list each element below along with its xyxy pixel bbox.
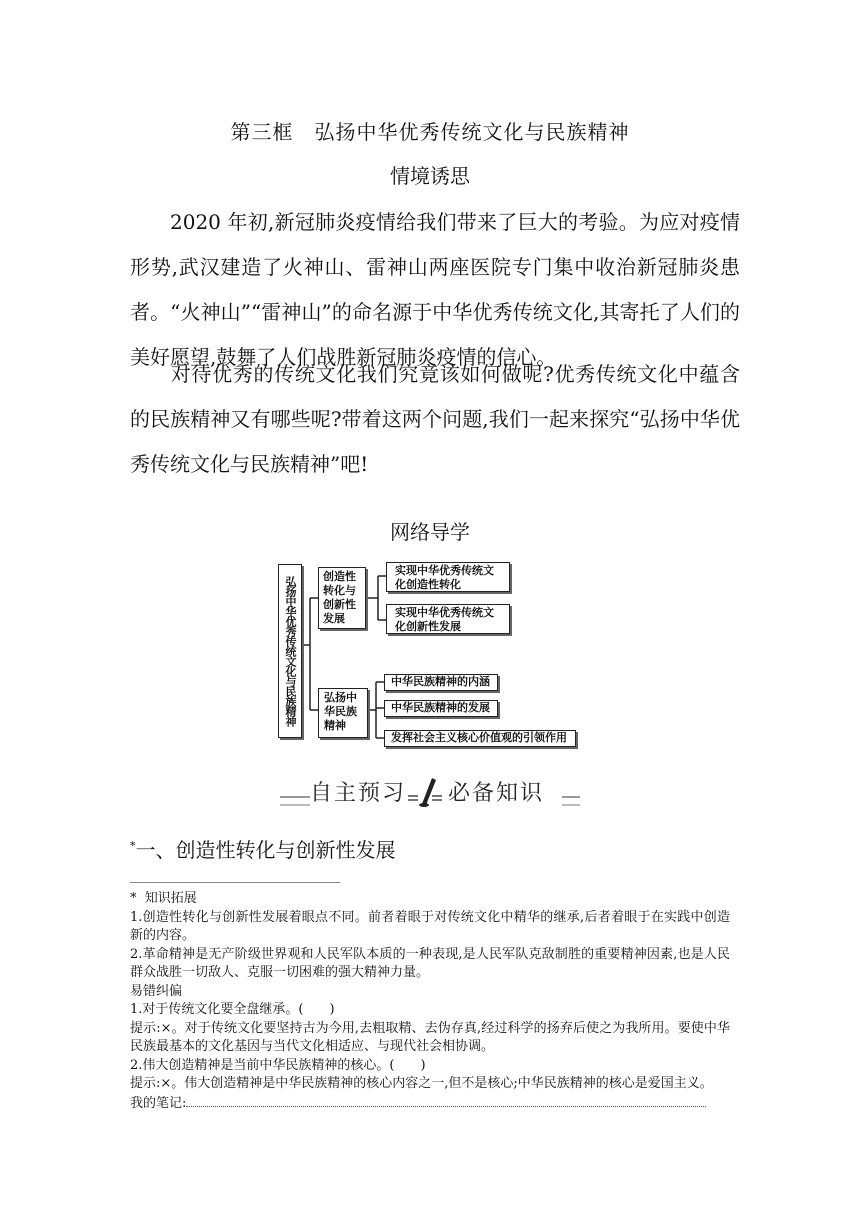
intro-paragraph-1-text: 2020 年初,新冠肺炎疫情给我们带来了巨大的考验。为应对疫情形势,武汉建造了火神山、雷神山两座医院专门集中收治新冠肺炎患者。“火神山”“雷神山”的命名源于中华优秀传统文化,其寄托了人们的美好愿望,鼓舞了人们战胜新冠肺炎疫情的信心。 [130, 210, 740, 369]
error-answer-2: 提示:×。伟大创造精神是中华民族精神的核心内容之一,但不是核心;中华民族精神的核心是爱国主义。 [130, 1076, 713, 1091]
note-item-2: 2.革命精神是无产阶级世界观和人民军队本质的一种表现,是人民军队克敌制胜的重要精神因素,也是人民群众战胜一切敌人、克服一切困难的强大精神力量。 [130, 946, 730, 980]
concept-map [276, 560, 586, 750]
banner-right-text: 必备知识 [448, 781, 545, 806]
section-banner [280, 772, 580, 810]
note-marker: * [130, 891, 137, 906]
leaf-node-1-2: 实现中华优秀传统文化创新性发展 [386, 604, 510, 634]
banner-rule-left [280, 796, 310, 806]
footnote-notes [130, 890, 730, 1113]
error-question-1: 1.对于传统文化要全盘继承。( ) [130, 1002, 335, 1017]
error-answer-1: 提示:×。对于传统文化要坚持古为今用,去粗取精、去伪存真,经过科学的扬弃后使之为我所用。要使中华民族最基本的文化基因与当代文化相适应、与现代社会相协调。 [130, 1020, 730, 1054]
note-label-text: 知识拓展 [144, 891, 197, 906]
leaf-node-2-1: 中华民族精神的内涵 [384, 674, 498, 691]
leaf-node-2-2: 中华民族精神的发展 [384, 700, 498, 717]
section-heading-text: 一、创造性转化与创新性发展 [135, 838, 396, 862]
branch-node-2: 弘扬中华民族精神 [318, 688, 368, 738]
root-node: 弘扬中华优秀传统文化与民族精神 [278, 564, 302, 738]
intro-paragraph-2-text: 对待优秀的传统文化我们究竟该如何做呢?优秀传统文化中蕴含的民族精神又有哪些呢?带着这两个问题,我们一起来探究“弘扬中华优秀传统文化与民族精神”吧! [130, 362, 740, 476]
banner-rule-right [562, 796, 580, 806]
page-subtitle: 情境诱思 [390, 164, 470, 188]
network-title: 网络导学 [390, 520, 470, 544]
page-title: 第三框 弘扬中华优秀传统文化与民族精神 [230, 120, 630, 144]
branch-node-1: 创造性转化与创新性发展 [318, 567, 366, 629]
intro-paragraph-2 [130, 352, 740, 487]
banner-left-text: 自主预习 [310, 781, 407, 806]
error-question-2: 2.伟大创造精神是当前中华民族精神的核心。( ) [130, 1057, 426, 1073]
note-item-1: 1.创造性转化与创新性发展着眼点不同。前者着眼于对传统文化中精华的继承,后者着眼于在实践中创造新的内容。 [130, 909, 730, 943]
footnote-divider [130, 882, 340, 883]
section-heading [130, 834, 396, 863]
error-title: 易错纠偏 [130, 983, 183, 999]
my-notes-field[interactable] [186, 1094, 706, 1107]
note-label [130, 890, 730, 909]
pen-icon [408, 774, 442, 808]
leaf-node-2-3: 发挥社会主义核心价值观的引领作用 [384, 730, 576, 747]
section-heading-marker: * [130, 839, 136, 853]
my-notes-label: 我的笔记: [130, 1095, 187, 1111]
leaf-node-1-1: 实现中华优秀传统文化创造性转化 [386, 562, 510, 592]
my-notes-line [130, 1094, 730, 1114]
